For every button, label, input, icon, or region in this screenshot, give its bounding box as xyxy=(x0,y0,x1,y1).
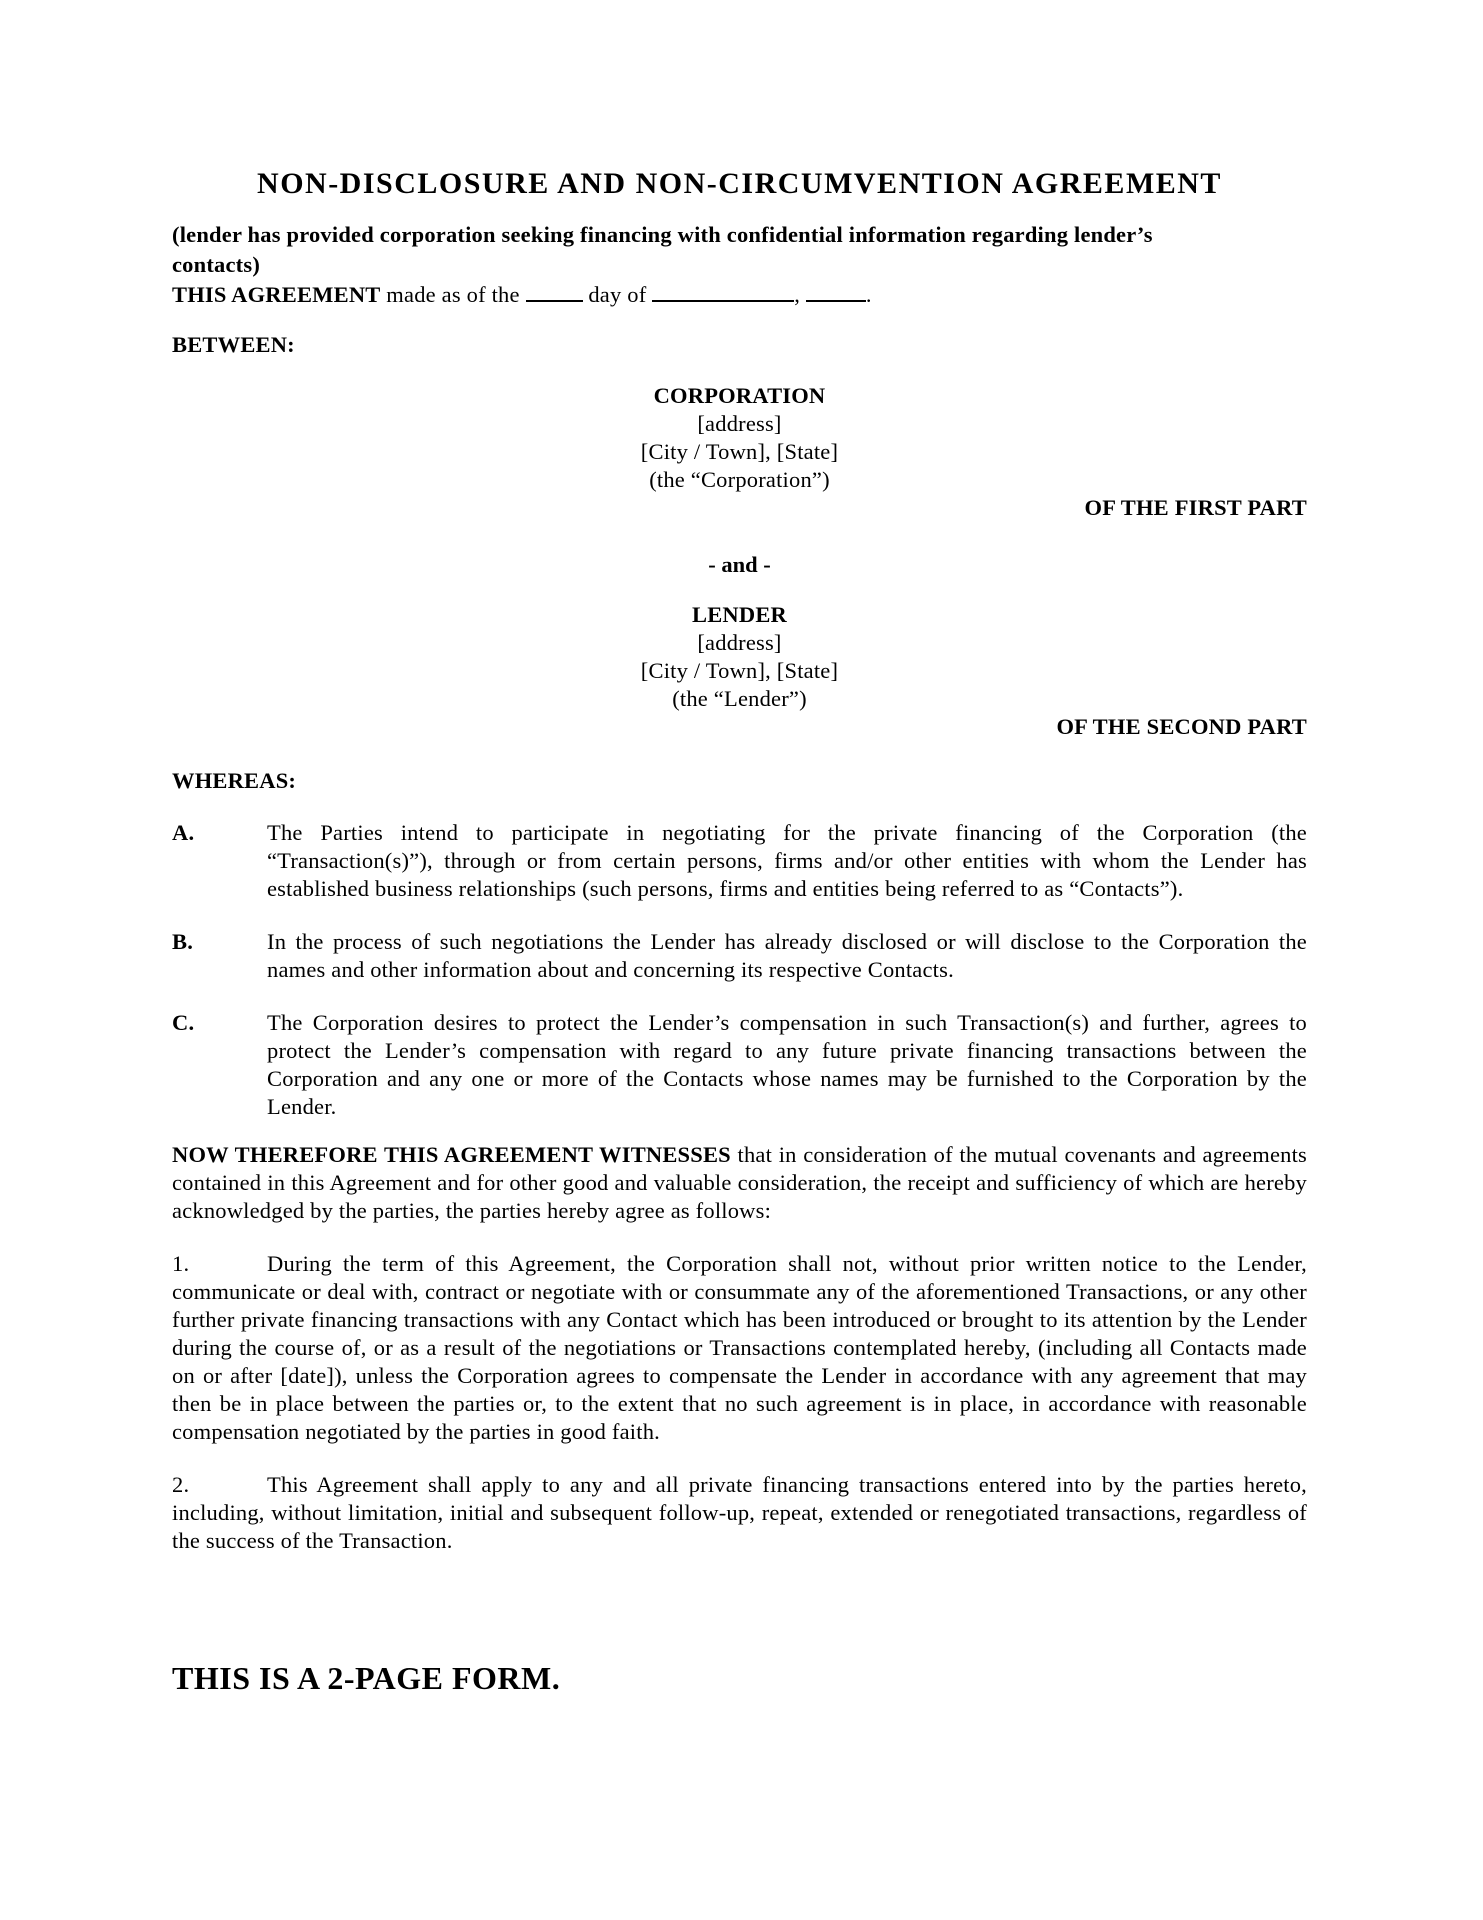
clause-1-number: 1. xyxy=(172,1251,190,1276)
document-subtitle-line-1: (lender has provided corporation seeking financing with confidential information regarding lender’s xyxy=(172,222,1153,247)
agreement-text-segment-1: made as of the xyxy=(380,282,526,307)
recital-a xyxy=(172,819,1307,903)
recital-b-text: In the process of such negotiations the Lender has already disclosed or will disclose to the Corporation the names and other information about and concerning its respective Contacts. xyxy=(267,929,1307,982)
party-second-name: LENDER xyxy=(692,602,787,627)
party-second-block xyxy=(172,601,1307,713)
recital-b-label: B. xyxy=(172,929,194,954)
agreement-text-segment-2: day of xyxy=(582,282,653,307)
agreement-text-segment-4: . xyxy=(865,282,872,307)
of-the-first-part-label: OF THE FIRST PART xyxy=(1084,495,1307,520)
party-first-block xyxy=(172,382,1307,494)
party-first-alias: (the “Corporation”) xyxy=(649,467,830,492)
clause-1-text: During the term of this Agreement, the Corporation shall not, without prior written notice to the Lender, communicate or deal with, contract or negotiate with or consummate any of the aforementioned Transactions, or any other further private financing transactions with any Contact which has been introduced or brought to its attention by the Lender during the course of, or as a result of the negotiations or Transactions contemplated hereby, (including all Contacts made on or after [date]), unless the Corporation agrees to compensate the Lender in accordance with any agreement that may then be in place between the parties or, to the extent that no such agreement is in place, in accordance with reasonable compensation negotiated by the parties in good faith. xyxy=(172,1251,1307,1444)
document-title: NON-DISCLOSURE AND NON-CIRCUMVENTION AGREEMENT xyxy=(257,167,1222,200)
clause-2-number: 2. xyxy=(172,1472,190,1497)
recital-c xyxy=(172,1009,1307,1121)
agreement-date-line xyxy=(172,280,1307,310)
month-blank-field xyxy=(652,280,794,302)
clause-1 xyxy=(172,1250,1307,1446)
party-second-alias: (the “Lender”) xyxy=(672,686,807,711)
whereas-label: WHEREAS: xyxy=(172,768,297,793)
now-therefore-paragraph xyxy=(172,1141,1307,1225)
party-first-address: [address] xyxy=(697,411,782,436)
party-second-address: [address] xyxy=(697,630,782,655)
of-the-second-part-label: OF THE SECOND PART xyxy=(1056,714,1307,739)
recital-a-label: A. xyxy=(172,820,195,845)
and-separator: - and - xyxy=(708,552,771,577)
day-blank-field xyxy=(526,280,583,302)
agreement-lead-text: THIS AGREEMENT xyxy=(172,282,381,307)
clause-2 xyxy=(172,1471,1307,1555)
two-page-form-notice: THIS IS A 2-PAGE FORM. xyxy=(172,1660,561,1696)
recital-a-text: The Parties intend to participate in negotiating for the private financing of the Corporation (the “Transaction(s)”), through or from certain persons, firms and/or other entities with whom the Lender has established business relationships (such persons, firms and entities being referred to as “Contacts”). xyxy=(267,820,1307,901)
document-subtitle-line-2: contacts) xyxy=(172,252,261,277)
now-therefore-lead-text: NOW THEREFORE THIS AGREEMENT WITNESSES xyxy=(172,1142,731,1167)
between-label: BETWEEN: xyxy=(172,332,295,357)
recital-c-label: C. xyxy=(172,1010,195,1035)
clause-2-text: This Agreement shall apply to any and all private financing transactions entered into by the parties hereto, including, without limitation, initial and subsequent follow-up, repeat, extended or renegotiated transactions, regardless of the success of the Transaction. xyxy=(172,1472,1307,1553)
agreement-text-segment-3: , xyxy=(794,282,806,307)
now-therefore-text: that in consideration of the mutual covenants and agreements contained in this Agreement and for other good and valuable consideration, the receipt and sufficiency of which are hereby acknowledged by the parties, the parties hereby agree as follows: xyxy=(172,1142,1307,1223)
party-first-city-state: [City / Town], [State] xyxy=(640,439,839,464)
party-first-name: CORPORATION xyxy=(653,383,826,408)
recital-b xyxy=(172,928,1307,984)
document-subtitle xyxy=(172,220,1307,280)
party-second-city-state: [City / Town], [State] xyxy=(640,658,839,683)
recital-c-text: The Corporation desires to protect the Lender’s compensation in such Transaction(s) and further, agrees to protect the Lender’s compensation with regard to any future private financing transactions between the Corporation and any one or more of the Contacts whose names may be furnished to the Corporation by the Lender. xyxy=(267,1010,1307,1119)
year-blank-field xyxy=(806,280,866,302)
